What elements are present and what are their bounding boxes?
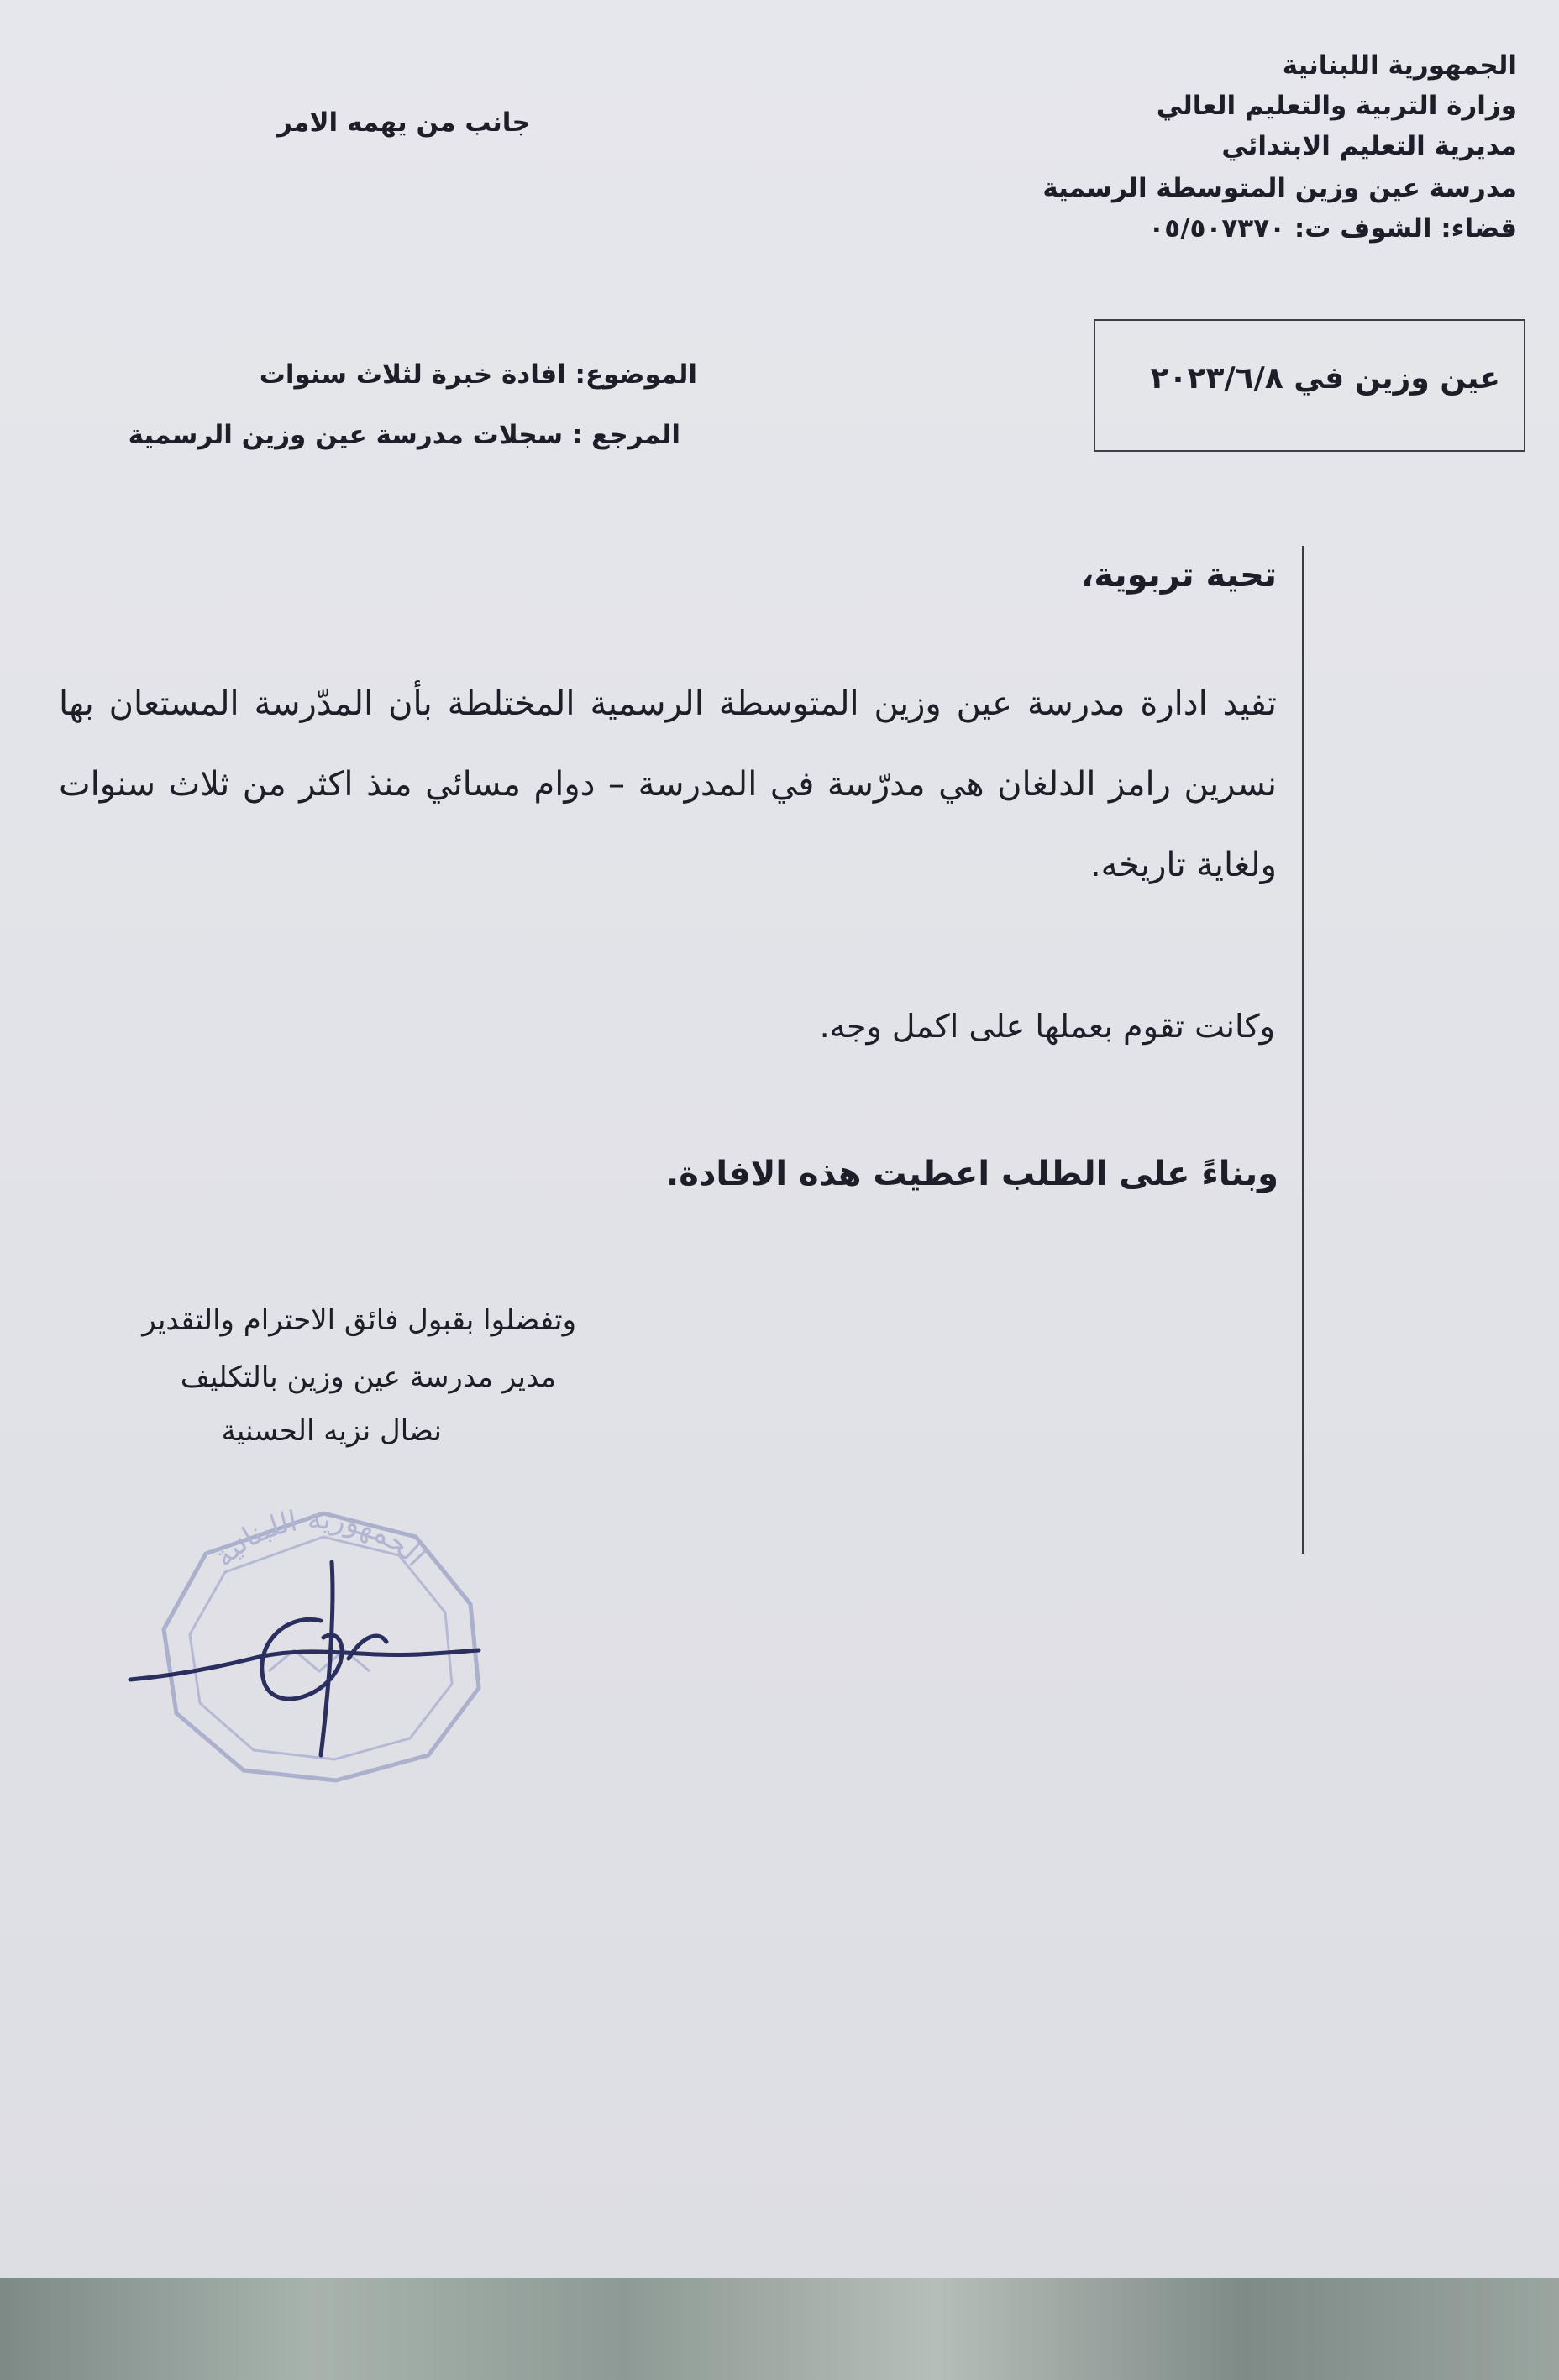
closing-regards: وتفضلوا بقبول فائق الاحترام والتقدير	[142, 1303, 576, 1337]
official-stamp-and-signature	[126, 1503, 512, 1797]
greeting: تحية تربوية،	[1081, 556, 1277, 595]
body-paragraph: تفيد ادارة مدرسة عين وزين المتوسطة الرسمية المختلطة بأن المدّرسة المستعان بها نسرين رامز الدلغان هي مدرّسة في المدرسة – دوام مسائي منذ اكثر من ثلاث سنوات ولغاية تاريخه.	[59, 684, 1277, 884]
performance-paragraph: وكانت تقوم بعملها على اكمل وجه.	[819, 1008, 1275, 1045]
header-ministry: وزارة التربية والتعليم العالي	[1156, 91, 1517, 121]
subject-line: الموضوع: افادة خبرة لثلاث سنوات	[259, 359, 697, 390]
margin-rule	[1302, 546, 1304, 1554]
date-box	[1094, 319, 1525, 452]
signatory-name: نضال نزيه الحسنية	[221, 1414, 442, 1448]
request-paragraph: وبناءً على الطلب اعطيت هذه الافادة.	[666, 1155, 1278, 1193]
recipient-line: جانب من يهمه الامر	[277, 107, 531, 138]
signatory-title: مدير مدرسة عين وزين بالتكليف	[180, 1360, 556, 1394]
background-surface	[0, 2278, 1559, 2380]
header-republic: الجمهورية اللبنانية	[1282, 50, 1517, 81]
header-school: مدرسة عين وزين المتوسطة الرسمية	[1042, 173, 1517, 203]
header-directorate: مديرية التعليم الابتدائي	[1221, 131, 1517, 161]
header-district-phone: قضاء: الشوف ت: ٠٥/٥٠٧٣٧٠	[1148, 213, 1517, 244]
stamp-text: الجمهورية اللبنانية	[207, 1503, 432, 1574]
date-text: عين وزين في ٢٠٢٣/٦/٨	[1150, 361, 1500, 396]
reference-line: المرجع : سجلات مدرسة عين وزين الرسمية	[128, 420, 680, 450]
